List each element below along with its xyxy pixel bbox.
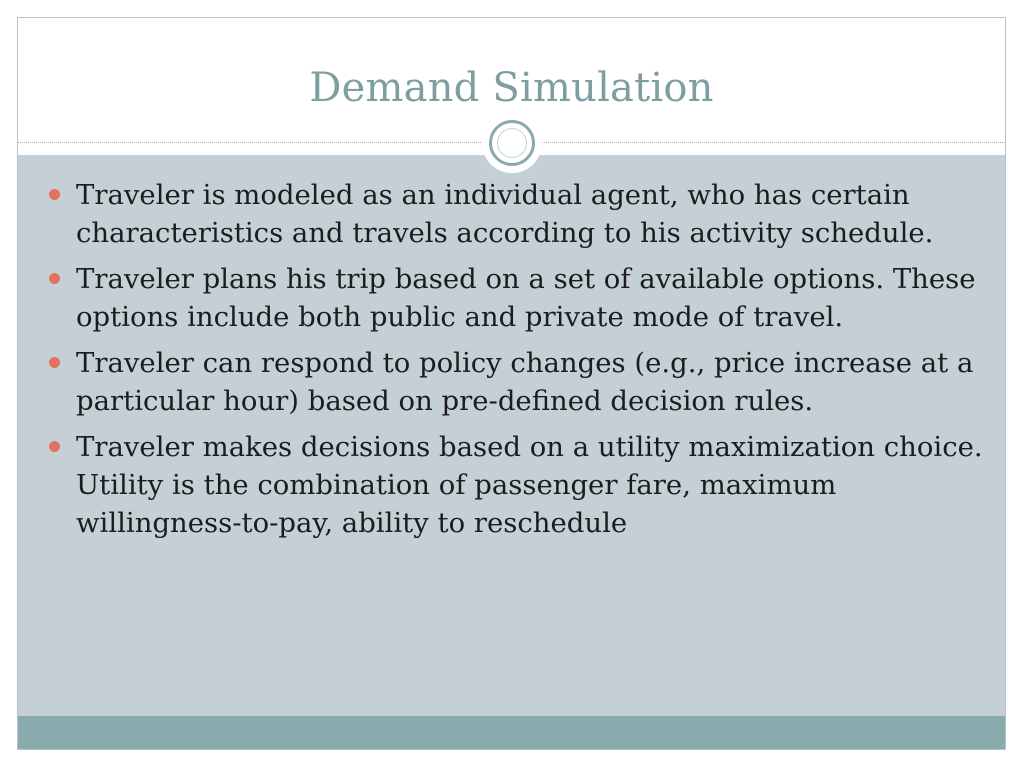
bullet-text: Traveler makes decisions based on a utility maximization choice. Utility is the combination of passenger fare, maximum willingness-to-pay, ability to reschedule	[76, 431, 983, 539]
bullet-item	[48, 428, 988, 542]
bullet-dot-icon	[49, 189, 60, 200]
bullet-text: Traveler can respond to policy changes (e.g., price increase at a particular hour) based on pre-defined decision rules.	[76, 347, 974, 417]
bullet-item	[48, 344, 988, 420]
bullet-list	[48, 176, 988, 550]
slide-title: Demand Simulation	[309, 65, 714, 111]
bullet-dot-icon	[49, 441, 60, 452]
bullet-dot-icon	[49, 273, 60, 284]
circle-ornament-icon	[482, 113, 542, 173]
bullet-dot-icon	[49, 357, 60, 368]
footer-band	[18, 716, 1005, 749]
bullet-text: Traveler is modeled as an individual agent, who has certain characteristics and travels according to his activity schedule.	[76, 179, 934, 249]
bullet-item	[48, 260, 988, 336]
bullet-text: Traveler plans his trip based on a set of available options. These options include both public and private mode of travel.	[76, 263, 976, 333]
bullet-item	[48, 176, 988, 252]
